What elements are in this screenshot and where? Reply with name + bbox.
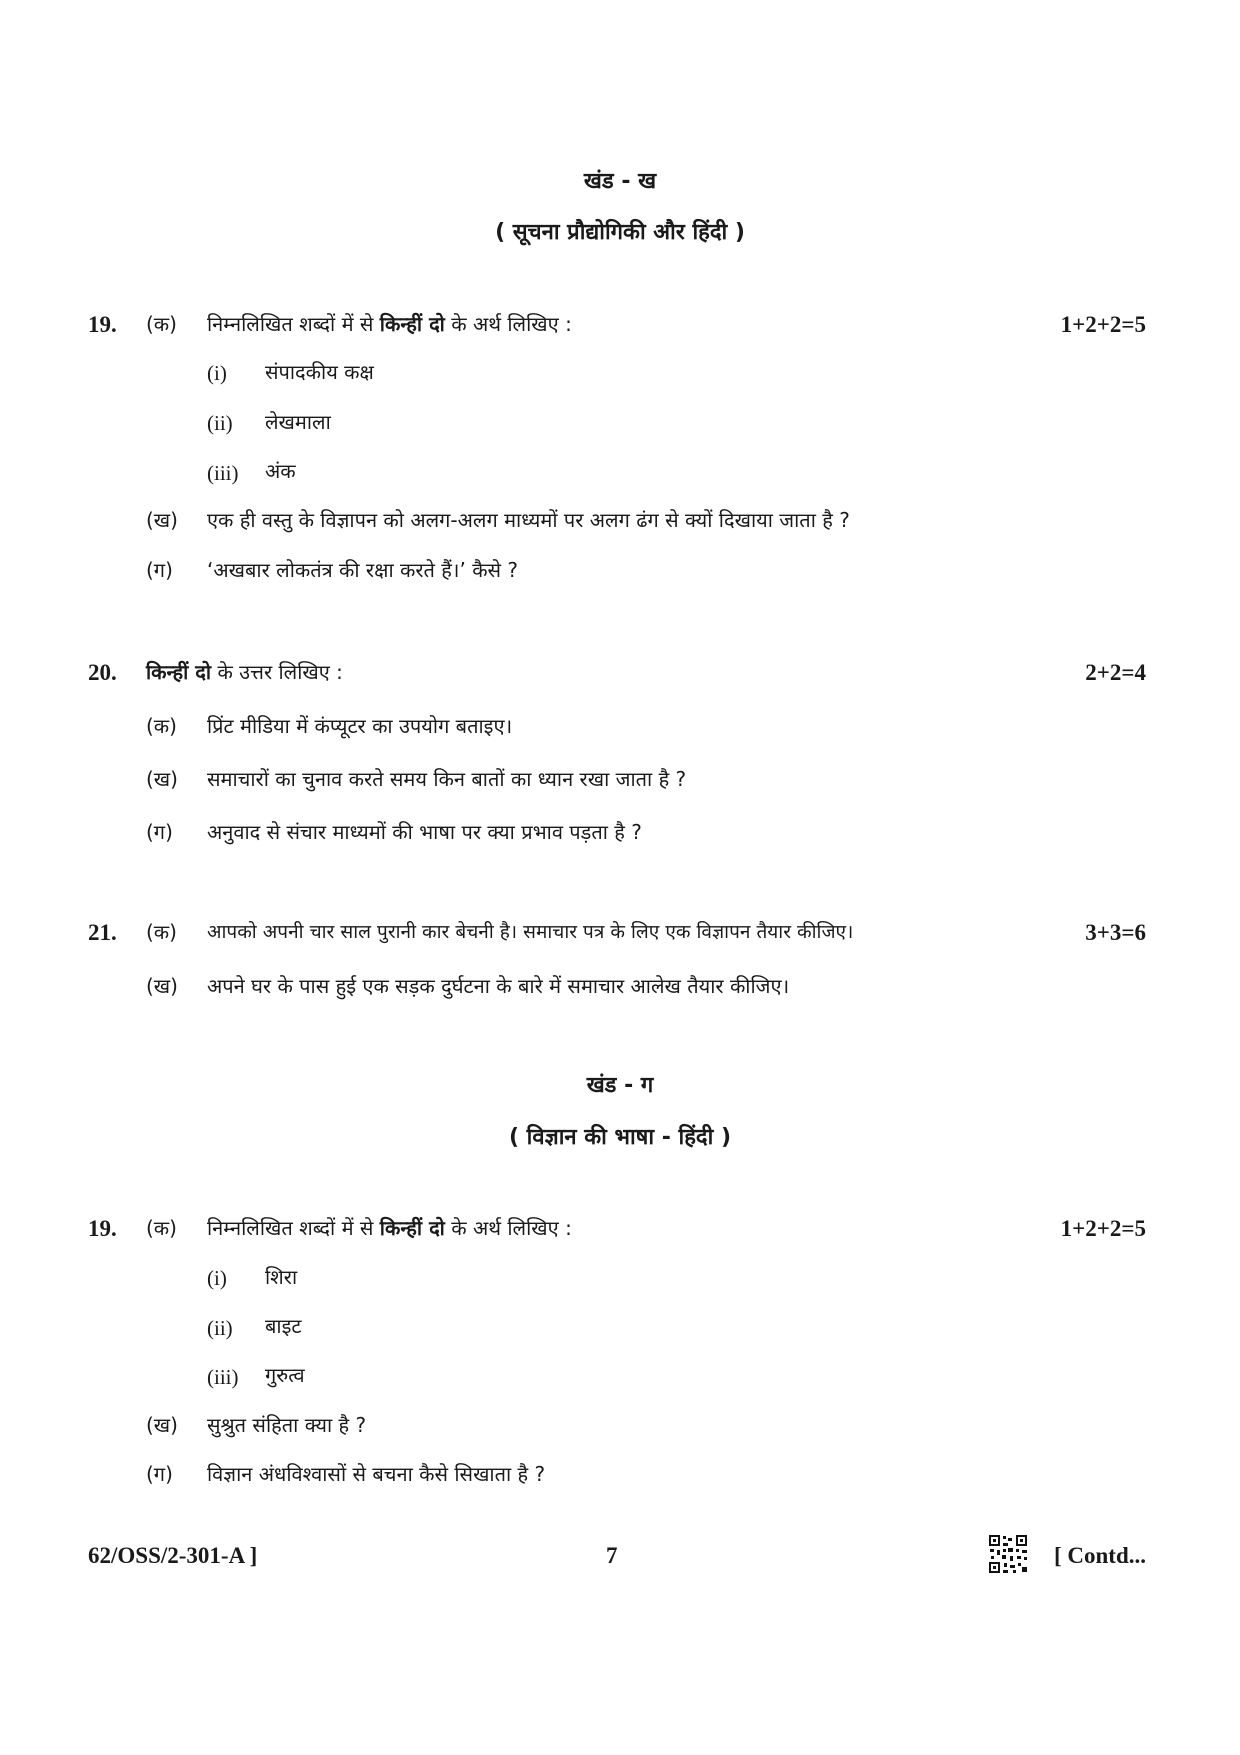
subitem-number: (ii) xyxy=(207,411,233,435)
question-intro: किन्हीं दो के उत्तर लिखिए : xyxy=(146,660,343,684)
part-label: (ग) xyxy=(146,820,173,844)
part-label: (ख) xyxy=(146,974,178,998)
emphasis: किन्हीं दो xyxy=(379,312,445,336)
part-text: निम्नलिखित शब्दों में से किन्हीं दो के अर्थ लिखिए : xyxy=(207,312,572,336)
subitem-text: गुरुत्व xyxy=(265,1363,305,1387)
marks: 1+2+2=5 xyxy=(1060,1216,1146,1241)
subitem-text: शिरा xyxy=(265,1265,298,1289)
part-text: समाचारों का चुनाव करते समय किन बातों का ध्यान रखा जाता है ? xyxy=(207,767,687,791)
subitem-text: लेखमाला xyxy=(265,410,331,434)
part-label: (क) xyxy=(146,920,177,944)
subitem-text: बाइट xyxy=(265,1314,302,1338)
part-label: (ख) xyxy=(146,1413,178,1437)
part-label: (क) xyxy=(146,714,177,738)
part-text: विज्ञान अंधविश्वासों से बचना कैसे सिखाता है ? xyxy=(207,1462,546,1486)
continued-label: [ Contd... xyxy=(1053,1543,1146,1568)
part-text: अनुवाद से संचार माध्यमों की भाषा पर क्या प्रभाव पड़ता है ? xyxy=(207,820,642,844)
section-b-subtitle: ( सूचना प्रौद्योगिकी और हिंदी ) xyxy=(495,220,745,245)
part-label: (ख) xyxy=(146,767,178,791)
part-text: प्रिंट मीडिया में कंप्यूटर का उपयोग बताइए। xyxy=(207,714,513,738)
paper-code: 62/OSS/2-301-A ] xyxy=(88,1543,258,1568)
question-number: 20. xyxy=(88,660,117,685)
part-text: आपको अपनी चार साल पुरानी कार बेचनी है। समाचार पत्र के लिए एक विज्ञापन तैयार कीजिए। xyxy=(207,921,854,943)
subitem-text: संपादकीय कक्ष xyxy=(265,360,374,384)
marks: 1+2+2=5 xyxy=(1060,312,1146,337)
subitem-number: (iii) xyxy=(207,1365,239,1389)
part-label: (ग) xyxy=(146,1462,173,1486)
subitem-number: (ii) xyxy=(207,1316,233,1340)
part-label: (क) xyxy=(146,312,177,336)
question-number: 21. xyxy=(88,920,117,945)
subitem-number: (i) xyxy=(207,1266,227,1290)
page-number: 7 xyxy=(606,1543,618,1568)
part-label: (ख) xyxy=(146,508,178,532)
marks: 3+3=6 xyxy=(1085,920,1146,945)
marks: 2+2=4 xyxy=(1085,660,1146,685)
part-label: (ग) xyxy=(146,558,173,582)
subitem-text: अंक xyxy=(265,459,296,483)
emphasis: किन्हीं दो xyxy=(379,1216,445,1240)
subitem-number: (iii) xyxy=(207,461,239,485)
emphasis: किन्हीं दो xyxy=(146,660,212,684)
subitem-number: (i) xyxy=(207,361,227,385)
section-c-title: खंड - ग xyxy=(586,1073,654,1098)
part-text: सुश्रुत संहिता क्या है ? xyxy=(207,1413,367,1437)
section-c-subtitle: ( विज्ञान की भाषा - हिंदी ) xyxy=(508,1125,732,1150)
section-b-title: खंड - ख xyxy=(583,169,657,194)
part-label: (क) xyxy=(146,1216,177,1240)
part-text: अपने घर के पास हुई एक सड़क दुर्घटना के बारे में समाचार आलेख तैयार कीजिए। xyxy=(207,974,790,998)
part-text: ‘अखबार लोकतंत्र की रक्षा करते हैं।’ कैसे ? xyxy=(207,558,519,582)
question-number: 19. xyxy=(88,1216,117,1241)
question-number: 19. xyxy=(88,312,117,337)
part-text: निम्नलिखित शब्दों में से किन्हीं दो के अर्थ लिखिए : xyxy=(207,1216,572,1240)
qr-code-icon xyxy=(988,1534,1028,1574)
part-text: एक ही वस्तु के विज्ञापन को अलग-अलग माध्यमों पर अलग ढंग से क्यों दिखाया जाता है ? xyxy=(207,508,850,532)
